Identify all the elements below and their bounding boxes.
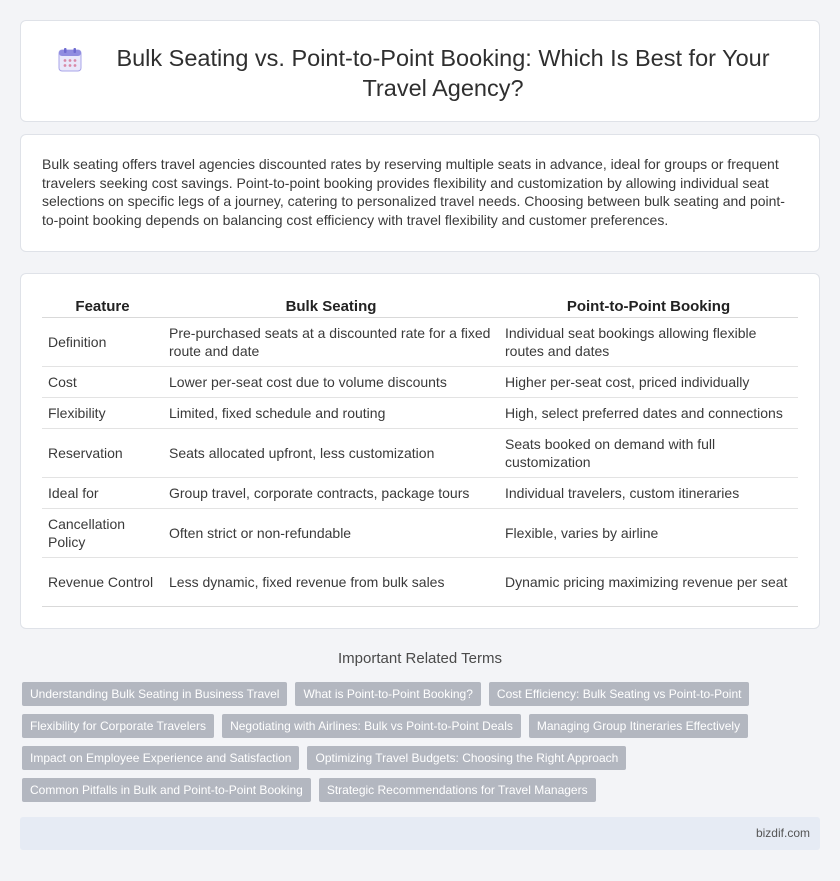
- table-row: [42, 367, 798, 398]
- table-row: [42, 318, 798, 367]
- row-bulk: Lower per-seat cost due to volume discounts: [163, 367, 499, 398]
- row-p2p: Individual seat bookings allowing flexible routes and dates: [499, 318, 798, 367]
- table-row: [42, 398, 798, 429]
- footer-site-link[interactable]: bizdif.com: [755, 826, 810, 840]
- summary-text: Bulk seating offers travel agencies discounted rates by reserving multiple seats in advance, ideal for groups or frequent travelers seeking cost savings. Point-to-point booking provides flexibility and customization by allowing individual seat selections on specific legs of a journey, catering to personalized travel needs. Choosing between bulk seating and point-to-point booking depends on balancing cost efficiency with travel flexibility and customer preferences.: [42, 156, 785, 228]
- related-term-link[interactable]: Flexibility for Corporate Travelers: [22, 714, 214, 738]
- related-term-link[interactable]: Understanding Bulk Seating in Business Travel: [22, 682, 287, 706]
- related-term-link[interactable]: Negotiating with Airlines: Bulk vs Point-to-Point Deals: [222, 714, 521, 738]
- related-term-link[interactable]: Impact on Employee Experience and Satisfaction: [22, 746, 299, 770]
- row-bulk: Pre-purchased seats at a discounted rate for a fixed route and date: [163, 318, 499, 367]
- related-term-link[interactable]: Common Pitfalls in Bulk and Point-to-Point Booking: [22, 778, 311, 802]
- header-bulk-seating: Bulk Seating: [163, 296, 499, 318]
- row-feature: Reservation: [42, 429, 163, 478]
- table-row: [42, 429, 798, 478]
- row-bulk: Group travel, corporate contracts, package tours: [163, 478, 499, 509]
- row-bulk: Often strict or non-refundable: [163, 509, 499, 558]
- table-row: [42, 478, 798, 509]
- related-term-link[interactable]: Optimizing Travel Budgets: Choosing the Right Approach: [307, 746, 626, 770]
- row-p2p: Seats booked on demand with full customization: [499, 429, 798, 478]
- footer: [20, 817, 820, 850]
- related-term-link[interactable]: Strategic Recommendations for Travel Managers: [319, 778, 596, 802]
- header-feature: Feature: [42, 296, 163, 318]
- comparison-card: [20, 273, 820, 629]
- related-terms-title: Important Related Terms: [338, 650, 502, 667]
- row-feature: Definition: [42, 318, 163, 367]
- row-feature: Ideal for: [42, 478, 163, 509]
- header-card: [20, 20, 820, 122]
- related-term-link[interactable]: Managing Group Itineraries Effectively: [529, 714, 748, 738]
- row-p2p: Flexible, varies by airline: [499, 509, 798, 558]
- comparison-table: [42, 296, 798, 607]
- related-terms-list: [22, 682, 802, 810]
- row-bulk: Seats allocated upfront, less customization: [163, 429, 499, 478]
- row-p2p: Dynamic pricing maximizing revenue per seat: [499, 558, 798, 607]
- table-row: [42, 558, 798, 607]
- row-bulk: Less dynamic, fixed revenue from bulk sales: [163, 558, 499, 607]
- row-feature: Flexibility: [42, 398, 163, 429]
- title-wrap: [21, 43, 819, 103]
- row-bulk: Limited, fixed schedule and routing: [163, 398, 499, 429]
- related-term-link[interactable]: Cost Efficiency: Bulk Seating vs Point-to-Point: [489, 682, 750, 706]
- related-term-link[interactable]: What is Point-to-Point Booking?: [295, 682, 480, 706]
- header-point-to-point: Point-to-Point Booking: [499, 296, 798, 318]
- row-p2p: Individual travelers, custom itineraries: [499, 478, 798, 509]
- row-feature: Cost: [42, 367, 163, 398]
- table-header-row: [42, 296, 798, 318]
- row-p2p: Higher per-seat cost, priced individually: [499, 367, 798, 398]
- summary-card: [20, 134, 820, 252]
- row-feature: Cancellation Policy: [42, 509, 163, 558]
- calendar-icon: [57, 47, 83, 73]
- table-row: [42, 509, 798, 558]
- row-feature: Revenue Control: [42, 558, 163, 607]
- row-p2p: High, select preferred dates and connections: [499, 398, 798, 429]
- page-title: Bulk Seating vs. Point-to-Point Booking: Which Is Best for Your Travel Agency?: [116, 45, 770, 101]
